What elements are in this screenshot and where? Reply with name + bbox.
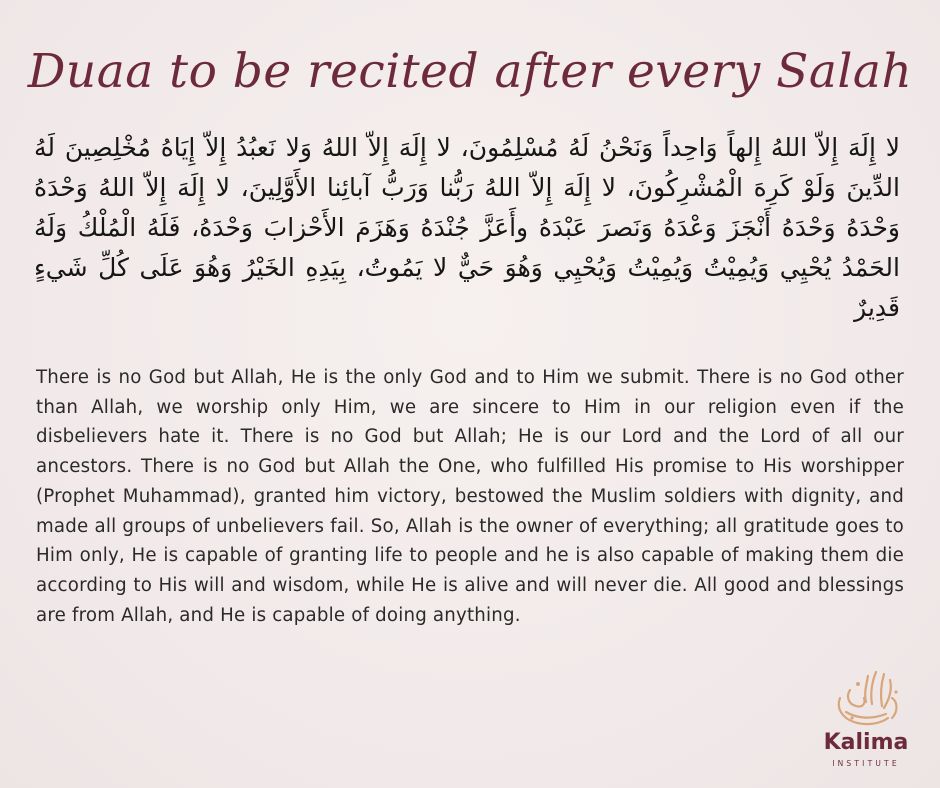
kalima-logo	[812, 668, 920, 780]
page-title: Duaa to be recited after every Salah	[27, 44, 913, 99]
logo-name: Kalima	[823, 730, 909, 755]
kalima-calligraphy-icon	[826, 668, 902, 728]
logo-subtitle: INSTITUTE	[832, 759, 900, 768]
arabic-duaa-text: لا إِلَهَ إِلاّ اللهُ إِلهاً وَاحِداً وَنَحْنُ لَهُ مُسْلِمُونَ، لا إِلَهَ إِلاّ اللهُ وَلا نَعبُدُ إِلاّ إِيَاهُ مُخْلِصِينَ لَهُ الدِّينَ وَلَوْ كَرِهَ الْمُشْرِكُونَ، لا إِلَهَ إِلاّ اللهُ رَبُّنا وَرَبُّ آبائِنا الأَوَّلِينَ، لا إِلَهَ إِلاّ اللهُ وَحْدَهُ وَحْدَهُ وَحْدَهُ أَنْجَزَ وَعْدَهُ وَنَصرَ عَبْدَهُ وأَعَزَّ جُنْدَهُ وَهَزَمَ الأَحْزابَ وَحْدَهُ، فَلَهُ الْمُلْكُ وَلَهُ الحَمْدُ يُحْيِي وَيُمِيْتُ وَيُمِيْتُ وَيُحْيِي وَهُوَ حَيٌّ لا يَمُوتُ، بِيَدِهِ الخَيْرُ وَهُوَ عَلَى كُلِّ شَيءٍ قَدِيرٌ	[34, 133, 900, 322]
english-translation: There is no God but Allah, He is the only God and to Him we submit. There is no God other than Allah, we worship only Him, we are sincere to Him in our religion even if the disbelievers hate it. There is no God but Allah; He is our Lord and the Lord of all our ancestors. There is no God but Allah the One, who fulfilled His promise to His worshipper (Prophet Muhammad), granted him victory, bestowed the Muslim soldiers with dignity, and made all groups of unbelievers fail. So, Allah is the owner of everything; all gratitude goes to Him only, He is capable of granting life to people and he is also capable of making them die according to His will and wisdom, while He is alive and will never die. All good and blessings are from Allah, and He is capable of doing anything.	[36, 367, 904, 626]
